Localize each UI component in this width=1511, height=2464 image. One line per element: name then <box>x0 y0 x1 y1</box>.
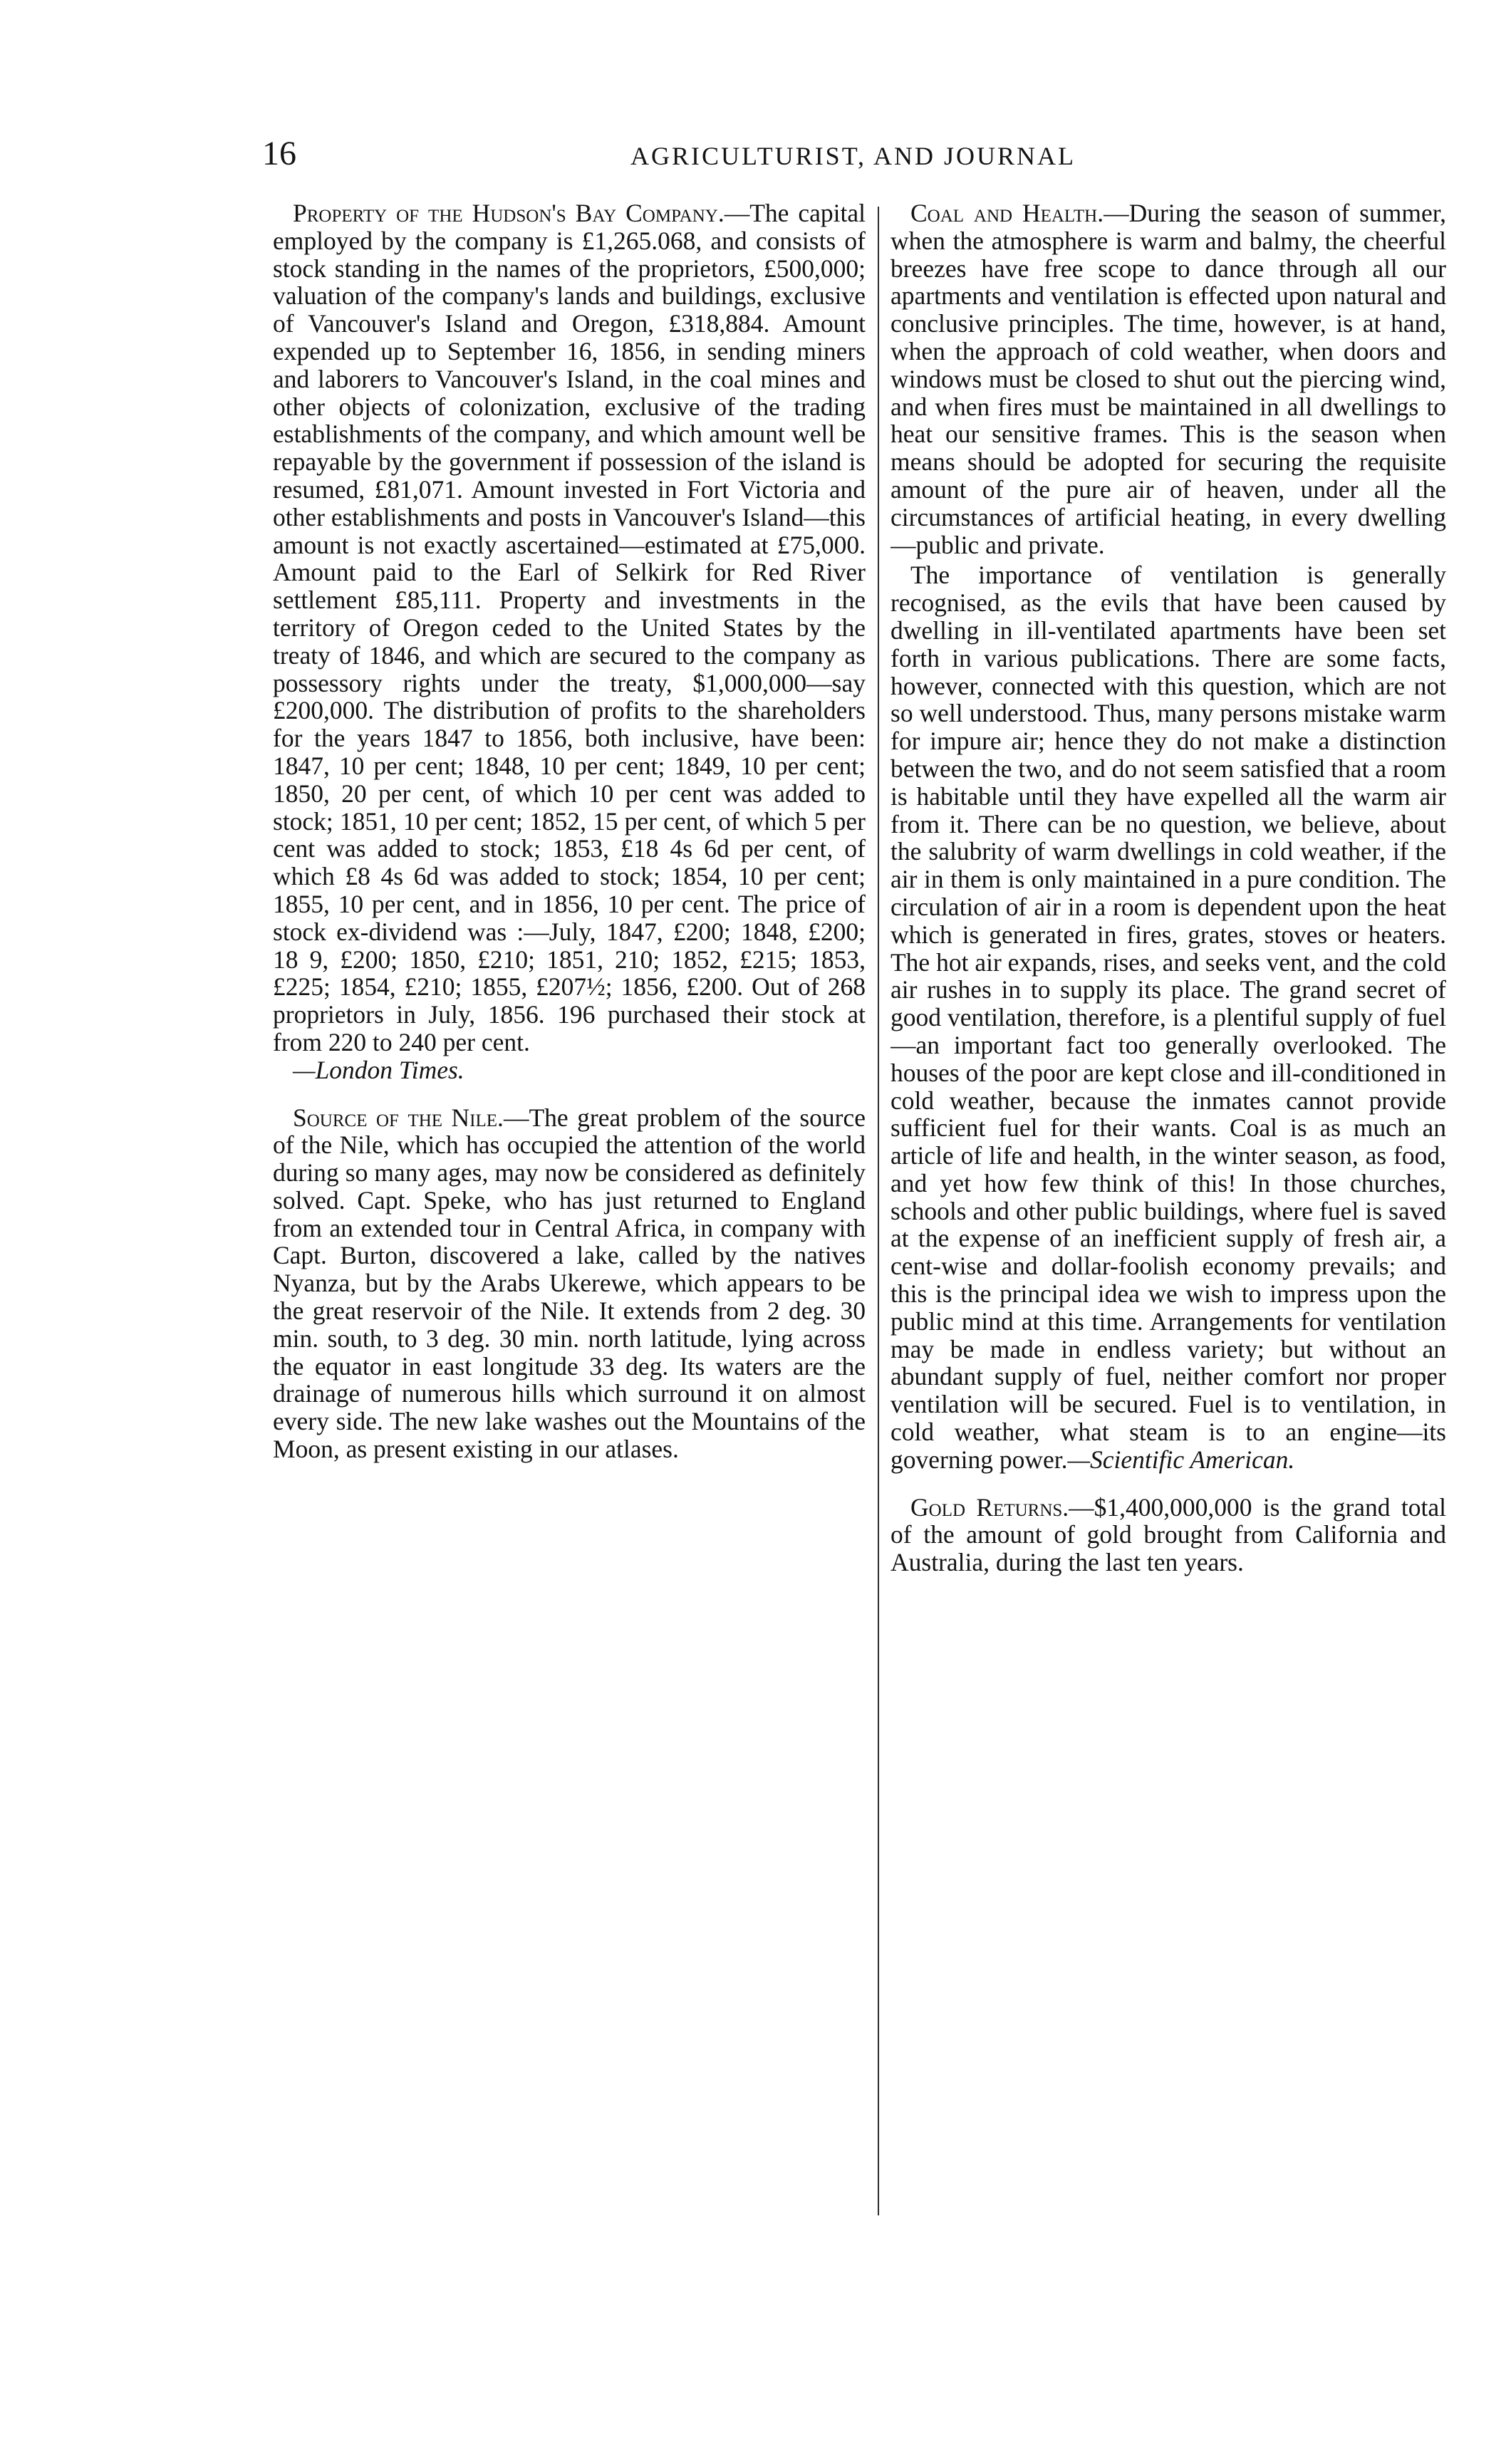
article-body: —The great problem of the source of the Nile, which has occupied the attention of the world during so many ages, may now be considered as definitely solved. Capt. Speke, who has just returned to England from an extended tour in Central Africa, in company with Capt. Burton, discovered a lake, called by the natives Nyanza, but by the Arabs Ukerewe, which appears to be the great reservoir of the Nile. It extends from 2 deg. 30 min. south, to 3 deg. 30 min. north latitude, lying across the equator in east longitude 33 deg. Its waters are the drainage of numerous hills which surround it on almost every side. The new lake washes out the Mountains of the Moon, as present existing in our atlases. <box>273 1103 866 1464</box>
page-header <box>0 132 1511 189</box>
article-source-of-nile <box>273 1104 866 1463</box>
right-column <box>890 199 1446 1596</box>
article-source: —Scientific American. <box>1067 1445 1295 1474</box>
article-title: Source of the Nile. <box>293 1103 504 1132</box>
article-paragraph <box>890 1494 1446 1576</box>
article-coal-and-health <box>890 199 1446 1474</box>
article-paragraph <box>273 199 866 1084</box>
running-title: AGRICULTURIST, AND JOURNAL <box>630 142 1076 170</box>
article-body: —The capital employed by the company is £1,265.068, and consists of stock standing in the names of the proprietors, £500,000; valuation of the company's lands and buildings, exclusive of Vancouver's Island and Oregon, £318,884. Amount expended up to September 16, 1856, in sending miners and laborers to Vancouver's Island, in the coal mines and other objects of colonization, exclusive of the trading establishments of the company, and which amount well be repayable by the government if possession of the island is resumed, £81,071. Amount invested in Fort Victoria and other establishments and posts in Vancouver's Island—this amount is not exactly ascertained—estimated at £75,000. Amount paid to the Earl of Selkirk for Red River settlement £85,111. Property and investments in the territory of Oregon ceded to the United States by the treaty of 1846, and which are secured to the company as possessory rights under the treaty, $1,000,000—say £200,000. The distribution of profits to the shareholders for the years 1847 to 1856, both inclusive, have been: 1847, 10 per cent; 1848, 10 per cent; 1849, 10 per cent; 1850, 20 per cent, of which 10 per cent was added to stock; 1851, 10 per cent; 1852, 15 per cent, of which 5 per cent was added to stock; 1853, £18 4s 6d per cent, of which £8 4s 6d was added to stock; 1854, 10 per cent; 1855, 10 per cent, and in 1856, 10 per cent. The price of stock ex-dividend was :—July, 1847, £200; 1848, £200; 18 9, £200; 1850, £210; 1851, 210; 1852, £215; 1853, £225; 1854, £210; 1855, £207½; 1856, £200. Out of 268 proprietors in July, 1856. 196 purchased their stock at from 220 to 240 per cent. <box>273 199 866 1056</box>
left-column <box>273 199 866 1483</box>
article-title: Gold Returns. <box>910 1492 1069 1522</box>
article-hudsons-bay <box>273 199 866 1084</box>
article-title: Property of the Hudson's Bay Company. <box>293 199 725 227</box>
article-body: —During the season of summer, when the atmosphere is warm and balmy, the cheerful breezes have free scope to dance through all our apartments and ventilation is effected upon natural and conclusive principles. The time, however, is at hand, when the approach of cold weather, when doors and windows must be closed to shut out the piercing wind, and when fires must be maintained in all dwellings to heat our sensitive frames. This is the season when means should be adopted for securing the requisite amount of the pure air of heaven, under all the circumstances of artificial heating, in every dwelling—public and private. <box>890 199 1446 559</box>
page-number: 16 <box>262 135 296 172</box>
article-gold-returns <box>890 1494 1446 1576</box>
article-paragraph <box>273 1104 866 1463</box>
article-paragraph <box>890 199 1446 558</box>
column-divider <box>878 207 879 2215</box>
article-paragraph <box>890 561 1446 1473</box>
article-body: The importance of ventilation is generally recognised, as the evils that have been caused by dwelling in ill-ventilated apartments have been set forth in various publications. There are some facts, however, connected with this question, which are not so well understood. Thus, many persons mistake warm for impure air; hence they do not make a distinction between the two, and do not seem satisfied that a room is habitable until they have expelled all the warm air from it. There can be no question, we believe, about the salubrity of warm dwellings in cold weather, if the air in them is only maintained in a pure condition. The circulation of air in a room is dependent upon the heat which is generated in fires, grates, stoves or heaters. The hot air expands, rises, and seeks vent, and the cold air rushes in to supply its place. The grand secret of good ventilation, therefore, is a plentiful supply of fuel—an important fact too generally overlooked. The houses of the poor are kept close and ill-conditioned in cold weather, because the inmates cannot provide sufficient fuel for their wants. Coal is as much an article of life and health, in the winter season, as food, and yet how few think of this! In those churches, schools and other public buildings, where fuel is saved at the expense of an inefficient supply of fresh air, a cent-wise and dollar-foolish economy prevails; and this is the principal idea we wish to impress upon the public mind at this time. Arrangements for ventilation may be made in endless variety; but without an abundant supply of fuel, neither comfort nor proper ventilation will be secured. Fuel is to ventilation, in cold weather, what steam is to an engine—its governing power. <box>890 561 1446 1474</box>
article-title: Coal and Health. <box>910 199 1104 227</box>
article-body: —$1,400,000,000 is the grand total of the amount of gold brought from California and Australia, during the last ten years. <box>890 1492 1446 1577</box>
article-source: —London Times. <box>293 1055 464 1084</box>
